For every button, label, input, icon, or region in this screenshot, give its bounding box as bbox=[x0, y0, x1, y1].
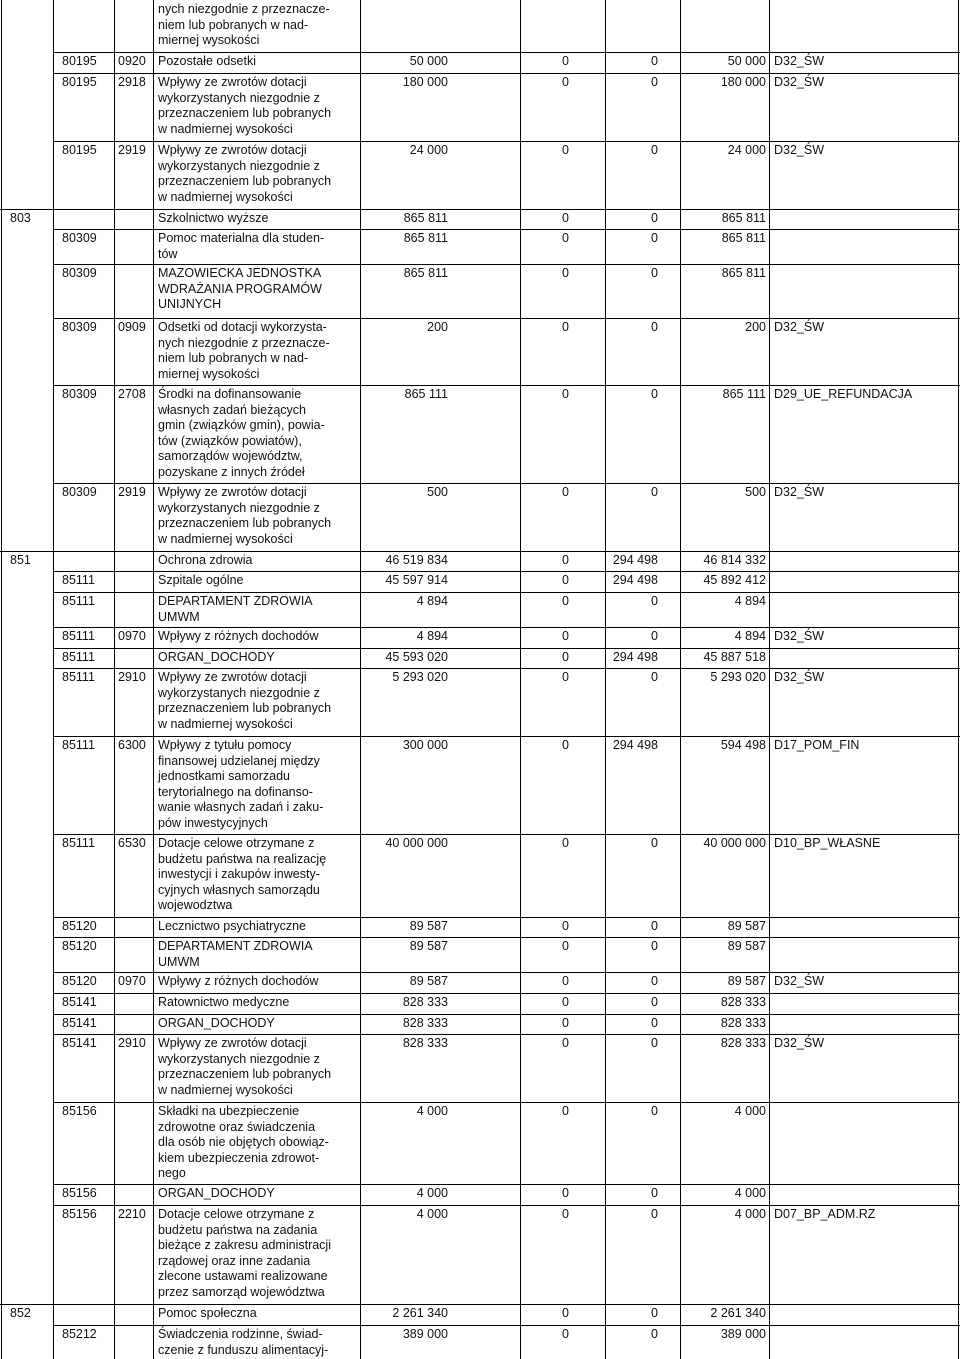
rozdzial-cell: 80309 bbox=[62, 485, 97, 499]
paragraph-row bbox=[0, 834, 960, 917]
after-change-value-cell: 89 587 bbox=[727, 974, 766, 988]
plan-value-cell: 4 894 bbox=[416, 594, 448, 608]
after-change-value-cell: 89 587 bbox=[727, 919, 766, 933]
paragraf-cell: 0970 bbox=[118, 974, 146, 988]
rozdzial-cell: 85141 bbox=[62, 1016, 97, 1030]
subsection-row bbox=[0, 571, 960, 592]
plan-value-cell: 50 000 bbox=[409, 54, 448, 68]
paragraph-row bbox=[0, 1034, 960, 1102]
paragraph-row bbox=[0, 736, 960, 834]
decrease-value-cell: 0 bbox=[562, 387, 569, 401]
plan-value-cell: 89 587 bbox=[409, 939, 448, 953]
paragraf-cell: 0920 bbox=[118, 54, 146, 68]
decrease-value-cell: 0 bbox=[562, 485, 569, 499]
decrease-value-cell: 0 bbox=[562, 266, 569, 280]
rozdzial-cell: 85111 bbox=[62, 629, 95, 643]
after-change-value-cell: 865 811 bbox=[721, 231, 766, 245]
paragraf-cell: 0909 bbox=[118, 320, 146, 334]
nazwa-cell: Szpitale ogólne bbox=[158, 573, 244, 587]
after-change-value-cell: 89 587 bbox=[727, 939, 766, 953]
nazwa-cell: Pozostałe odsetki bbox=[158, 54, 256, 68]
after-change-value-cell: 389 000 bbox=[720, 1327, 766, 1341]
dzial-cell: 803 bbox=[10, 211, 31, 225]
paragraph-row bbox=[0, 483, 960, 551]
increase-value-cell: 294 498 bbox=[612, 573, 658, 587]
source-code-cell: D32_ŚW bbox=[774, 670, 825, 684]
plan-value-cell: 4 000 bbox=[416, 1186, 448, 1200]
plan-value-cell: 865 811 bbox=[403, 266, 448, 280]
dzial-cell: 851 bbox=[10, 553, 31, 567]
nazwa-cell: Ochrona zdrowia bbox=[158, 553, 253, 567]
paragraf-cell: 2918 bbox=[118, 75, 146, 89]
decrease-value-cell: 0 bbox=[562, 995, 569, 1009]
increase-value-cell: 0 bbox=[651, 974, 658, 988]
decrease-value-cell: 0 bbox=[562, 231, 569, 245]
increase-value-cell: 0 bbox=[651, 54, 658, 68]
increase-value-cell: 0 bbox=[651, 836, 658, 850]
increase-value-cell: 0 bbox=[651, 629, 658, 643]
source-code-cell: D32_ŚW bbox=[774, 54, 825, 68]
column-divider bbox=[680, 0, 681, 1359]
decrease-value-cell: 0 bbox=[562, 1207, 569, 1221]
paragraf-cell: 2210 bbox=[118, 1207, 146, 1221]
plan-value-cell: 46 519 834 bbox=[385, 553, 448, 567]
plan-value-cell: 865 811 bbox=[403, 231, 448, 245]
decrease-value-cell: 0 bbox=[562, 211, 569, 225]
decrease-value-cell: 0 bbox=[562, 553, 569, 567]
after-change-value-cell: 4 894 bbox=[734, 629, 766, 643]
subsection-row bbox=[0, 0, 960, 52]
plan-value-cell: 200 bbox=[427, 320, 448, 334]
nazwa-cell: Szkolnictwo wyższe bbox=[158, 211, 269, 225]
source-code-cell: D32_ŚW bbox=[774, 320, 825, 334]
nazwa-cell: ORGAN_DOCHODY bbox=[158, 650, 275, 664]
increase-value-cell: 0 bbox=[651, 1186, 658, 1200]
plan-value-cell: 828 333 bbox=[402, 1016, 448, 1030]
increase-value-cell: 0 bbox=[651, 211, 658, 225]
paragraph-row bbox=[0, 141, 960, 209]
plan-value-cell: 865 111 bbox=[404, 387, 448, 401]
paragraf-cell: 2919 bbox=[118, 485, 146, 499]
plan-value-cell: 24 000 bbox=[409, 143, 448, 157]
subsection-row bbox=[0, 1014, 960, 1034]
decrease-value-cell: 0 bbox=[562, 75, 569, 89]
increase-value-cell: 294 498 bbox=[612, 738, 658, 752]
plan-value-cell: 300 000 bbox=[402, 738, 448, 752]
source-code-cell: D32_ŚW bbox=[774, 75, 825, 89]
after-change-value-cell: 865 111 bbox=[722, 387, 766, 401]
nazwa-cell: Wpływy ze zwrotów dotacji wykorzystanych niezgodnie z przeznaczeniem lub pobranych w nadmiernej wysokości bbox=[158, 75, 332, 136]
increase-value-cell: 0 bbox=[651, 1016, 658, 1030]
paragraph-row bbox=[0, 318, 960, 385]
subsection-row bbox=[0, 1102, 960, 1184]
paragraf-cell: 2919 bbox=[118, 143, 146, 157]
rozdzial-cell: 85111 bbox=[62, 650, 95, 664]
increase-value-cell: 294 498 bbox=[612, 553, 658, 567]
decrease-value-cell: 0 bbox=[562, 320, 569, 334]
decrease-value-cell: 0 bbox=[562, 738, 569, 752]
after-change-value-cell: 4 000 bbox=[734, 1186, 766, 1200]
nazwa-cell: Wpływy z tytułu pomocy finansowej udzielanej między jednostkami samorzadu terytorialnego na dofinanso- wanie własnych zadań i zaku- pów inwestycyjnych bbox=[158, 738, 324, 830]
paragraf-cell: 6300 bbox=[118, 738, 146, 752]
increase-value-cell: 0 bbox=[651, 1036, 658, 1050]
paragraph-row bbox=[0, 73, 960, 141]
dzial-cell: 852 bbox=[10, 1306, 31, 1320]
after-change-value-cell: 45 892 412 bbox=[703, 573, 766, 587]
after-change-value-cell: 40 000 000 bbox=[703, 836, 766, 850]
decrease-value-cell: 0 bbox=[562, 974, 569, 988]
source-code-cell: D32_ŚW bbox=[774, 485, 825, 499]
increase-value-cell: 0 bbox=[651, 387, 658, 401]
plan-value-cell: 828 333 bbox=[402, 995, 448, 1009]
plan-value-cell: 40 000 000 bbox=[385, 836, 448, 850]
nazwa-cell: Wpływy ze zwrotów dotacji wykorzystanych niezgodnie z przeznaczeniem lub pobranych w nadmiernej wysokości bbox=[158, 670, 332, 731]
decrease-value-cell: 0 bbox=[562, 143, 569, 157]
rozdzial-cell: 85120 bbox=[62, 919, 97, 933]
increase-value-cell: 0 bbox=[651, 485, 658, 499]
increase-value-cell: 0 bbox=[651, 1207, 658, 1221]
decrease-value-cell: 0 bbox=[562, 939, 569, 953]
nazwa-cell: Wpływy z różnych dochodów bbox=[158, 629, 319, 643]
increase-value-cell: 0 bbox=[651, 670, 658, 684]
subsection-row bbox=[0, 1184, 960, 1205]
rozdzial-cell: 85111 bbox=[62, 738, 95, 752]
after-change-value-cell: 865 811 bbox=[721, 211, 766, 225]
nazwa-cell: Świadczenia rodzinne, świad- czenie z funduszu alimentacyj- bbox=[158, 1327, 329, 1357]
source-code-cell: D17_POM_FIN bbox=[774, 738, 860, 752]
plan-value-cell: 389 000 bbox=[402, 1327, 448, 1341]
source-code-cell: D29_UE_REFUNDACJA bbox=[774, 387, 913, 401]
nazwa-cell: Pomoc materialna dla studen- tów bbox=[158, 231, 325, 261]
increase-value-cell: 0 bbox=[651, 1327, 658, 1341]
rozdzial-cell: 85156 bbox=[62, 1207, 97, 1221]
after-change-value-cell: 45 887 518 bbox=[703, 650, 766, 664]
decrease-value-cell: 0 bbox=[562, 836, 569, 850]
column-divider bbox=[520, 0, 521, 1359]
column-divider bbox=[360, 0, 361, 1359]
nazwa-cell: Wpływy ze zwrotów dotacji wykorzystanych niezgodnie z przeznaczeniem lub pobranych w nadmiernej wysokości bbox=[158, 143, 332, 204]
plan-value-cell: 500 bbox=[427, 485, 448, 499]
rozdzial-cell: 80309 bbox=[62, 320, 97, 334]
source-code-cell: D32_ŚW bbox=[774, 143, 825, 157]
after-change-value-cell: 828 333 bbox=[720, 1036, 766, 1050]
nazwa-cell: Odsetki od dotacji wykorzysta- nych niezgodnie z przeznacze- niem lub pobranych w nad- miernej wysokości bbox=[158, 320, 330, 381]
after-change-value-cell: 4 000 bbox=[734, 1207, 766, 1221]
after-change-value-cell: 50 000 bbox=[727, 54, 766, 68]
after-change-value-cell: 500 bbox=[745, 485, 766, 499]
plan-value-cell: 180 000 bbox=[402, 75, 448, 89]
nazwa-cell: Dotacje celowe otrzymane z budżetu państwa na realizację inwestycji i zakupów inwesty- cyjnych własnych samorządu wojewodztwa bbox=[158, 836, 327, 913]
increase-value-cell: 294 498 bbox=[612, 650, 658, 664]
paragraf-cell: 2910 bbox=[118, 1036, 146, 1050]
rozdzial-cell: 80309 bbox=[62, 387, 97, 401]
nazwa-cell: Ratownictwo medyczne bbox=[158, 995, 290, 1009]
paragraph-row bbox=[0, 52, 960, 73]
column-divider bbox=[53, 0, 54, 1359]
after-change-value-cell: 4 894 bbox=[734, 594, 766, 608]
nazwa-cell: DEPARTAMENT ZDROWIA UMWM bbox=[158, 594, 313, 624]
paragraph-row bbox=[0, 668, 960, 736]
after-change-value-cell: 828 333 bbox=[720, 1016, 766, 1030]
increase-value-cell: 0 bbox=[651, 1306, 658, 1320]
rozdzial-cell: 80195 bbox=[62, 75, 97, 89]
section-row bbox=[0, 209, 960, 229]
after-change-value-cell: 46 814 332 bbox=[703, 553, 766, 567]
section-row bbox=[0, 551, 960, 571]
plan-value-cell: 4 000 bbox=[416, 1104, 448, 1118]
increase-value-cell: 0 bbox=[651, 266, 658, 280]
rozdzial-cell: 85141 bbox=[62, 995, 97, 1009]
subsection-row bbox=[0, 592, 960, 627]
after-change-value-cell: 2 261 340 bbox=[710, 1306, 766, 1320]
decrease-value-cell: 0 bbox=[562, 1016, 569, 1030]
source-code-cell: D32_ŚW bbox=[774, 629, 825, 643]
decrease-value-cell: 0 bbox=[562, 919, 569, 933]
subsection-row bbox=[0, 993, 960, 1014]
column-divider bbox=[958, 0, 959, 1359]
rozdzial-cell: 85156 bbox=[62, 1104, 97, 1118]
rozdzial-cell: 85111 bbox=[62, 594, 95, 608]
nazwa-cell: MAZOWIECKA JEDNOSTKA WDRAŻANIA PROGRAMÓW UNIJNYCH bbox=[158, 266, 322, 312]
plan-value-cell: 5 293 020 bbox=[392, 670, 448, 684]
after-change-value-cell: 865 811 bbox=[721, 266, 766, 280]
increase-value-cell: 0 bbox=[651, 231, 658, 245]
subsection-row bbox=[0, 937, 960, 972]
rozdzial-cell: 80195 bbox=[62, 143, 97, 157]
plan-value-cell: 2 261 340 bbox=[392, 1306, 448, 1320]
decrease-value-cell: 0 bbox=[562, 629, 569, 643]
rozdzial-cell: 85141 bbox=[62, 1036, 97, 1050]
plan-value-cell: 828 333 bbox=[402, 1036, 448, 1050]
column-divider bbox=[605, 0, 606, 1359]
subsection-row bbox=[0, 1325, 960, 1359]
nazwa-cell: Lecznictwo psychiatryczne bbox=[158, 919, 306, 933]
subsection-row bbox=[0, 264, 960, 318]
nazwa-cell: Dotacje celowe otrzymane z budżetu państwa na zadania bieżące z zakresu administracji rządowej oraz inne zadania zlecone ustawami realizowane przez samorząd województwa bbox=[158, 1207, 331, 1299]
nazwa-cell: Środki na dofinansowanie własnych zadań bieżących gmin (związków gmin), powia- tów (związków powiatów), samorządów województw, pozyskane z innych źródeł bbox=[158, 387, 325, 479]
paragraf-cell: 0970 bbox=[118, 629, 146, 643]
paragraph-row bbox=[0, 627, 960, 648]
decrease-value-cell: 0 bbox=[562, 1306, 569, 1320]
rozdzial-cell: 85111 bbox=[62, 836, 95, 850]
plan-value-cell: 865 811 bbox=[403, 211, 448, 225]
column-divider bbox=[153, 0, 154, 1359]
after-change-value-cell: 24 000 bbox=[727, 143, 766, 157]
decrease-value-cell: 0 bbox=[562, 1036, 569, 1050]
decrease-value-cell: 0 bbox=[562, 1186, 569, 1200]
paragraf-cell: 2708 bbox=[118, 387, 146, 401]
rozdzial-cell: 80195 bbox=[62, 54, 97, 68]
table-left-border bbox=[1, 0, 2, 1359]
nazwa-cell: Wpływy ze zwrotów dotacji wykorzystanych niezgodnie z przeznaczeniem lub pobranych w nadmiernej wysokości bbox=[158, 1036, 332, 1097]
paragraph-row bbox=[0, 385, 960, 483]
source-code-cell: D07_BP_ADM.RZ bbox=[774, 1207, 876, 1221]
decrease-value-cell: 0 bbox=[562, 1327, 569, 1341]
paragraf-cell: 6530 bbox=[118, 836, 146, 850]
paragraf-cell: 2910 bbox=[118, 670, 146, 684]
decrease-value-cell: 0 bbox=[562, 670, 569, 684]
nazwa-cell: Wpływy ze zwrotów dotacji wykorzystanych niezgodnie z przeznaczeniem lub pobranych w nadmiernej wysokości bbox=[158, 485, 332, 546]
rozdzial-cell: 85212 bbox=[62, 1327, 97, 1341]
decrease-value-cell: 0 bbox=[562, 650, 569, 664]
after-change-value-cell: 828 333 bbox=[720, 995, 766, 1009]
plan-value-cell: 89 587 bbox=[409, 974, 448, 988]
subsection-row bbox=[0, 917, 960, 937]
after-change-value-cell: 4 000 bbox=[734, 1104, 766, 1118]
increase-value-cell: 0 bbox=[651, 75, 658, 89]
decrease-value-cell: 0 bbox=[562, 573, 569, 587]
column-divider bbox=[114, 0, 115, 1359]
rozdzial-cell: 85111 bbox=[62, 670, 95, 684]
nazwa-cell: Składki na ubezpieczenie zdrowotne oraz świadczenia dla osób nie objętych obowiąz- kiem ubezpieczenia zdrowot- nego bbox=[158, 1104, 329, 1181]
nazwa-cell: Wpływy z różnych dochodów bbox=[158, 974, 319, 988]
plan-value-cell: 4 000 bbox=[416, 1207, 448, 1221]
increase-value-cell: 0 bbox=[651, 143, 658, 157]
section-row bbox=[0, 1304, 960, 1325]
rozdzial-cell: 85120 bbox=[62, 974, 97, 988]
source-code-cell: D32_ŚW bbox=[774, 1036, 825, 1050]
rozdzial-cell: 85156 bbox=[62, 1186, 97, 1200]
increase-value-cell: 0 bbox=[651, 995, 658, 1009]
nazwa-cell: ORGAN_DOCHODY bbox=[158, 1186, 275, 1200]
source-code-cell: D10_BP_WŁASNE bbox=[774, 836, 881, 850]
decrease-value-cell: 0 bbox=[562, 1104, 569, 1118]
plan-value-cell: 4 894 bbox=[416, 629, 448, 643]
nazwa-cell: DEPARTAMENT ZDROWIA UMWM bbox=[158, 939, 313, 969]
rozdzial-cell: 85111 bbox=[62, 573, 95, 587]
plan-value-cell: 45 593 020 bbox=[385, 650, 448, 664]
column-divider bbox=[769, 0, 770, 1359]
after-change-value-cell: 594 498 bbox=[720, 738, 766, 752]
nazwa-cell: Pomoc społeczna bbox=[158, 1306, 257, 1320]
source-code-cell: D32_ŚW bbox=[774, 974, 825, 988]
increase-value-cell: 0 bbox=[651, 919, 658, 933]
after-change-value-cell: 200 bbox=[745, 320, 766, 334]
subsection-row bbox=[0, 648, 960, 668]
paragraph-row bbox=[0, 1205, 960, 1304]
nazwa-cell: nych niezgodnie z przeznacze- niem lub pobranych w nad- miernej wysokości bbox=[158, 2, 330, 48]
decrease-value-cell: 0 bbox=[562, 54, 569, 68]
increase-value-cell: 0 bbox=[651, 594, 658, 608]
increase-value-cell: 0 bbox=[651, 1104, 658, 1118]
decrease-value-cell: 0 bbox=[562, 594, 569, 608]
subsection-row bbox=[0, 229, 960, 264]
increase-value-cell: 0 bbox=[651, 939, 658, 953]
after-change-value-cell: 180 000 bbox=[720, 75, 766, 89]
plan-value-cell: 45 597 914 bbox=[385, 573, 448, 587]
after-change-value-cell: 5 293 020 bbox=[710, 670, 766, 684]
nazwa-cell: ORGAN_DOCHODY bbox=[158, 1016, 275, 1030]
plan-value-cell: 89 587 bbox=[409, 919, 448, 933]
rozdzial-cell: 80309 bbox=[62, 266, 97, 280]
rozdzial-cell: 80309 bbox=[62, 231, 97, 245]
increase-value-cell: 0 bbox=[651, 320, 658, 334]
rozdzial-cell: 85120 bbox=[62, 939, 97, 953]
paragraph-row bbox=[0, 972, 960, 993]
